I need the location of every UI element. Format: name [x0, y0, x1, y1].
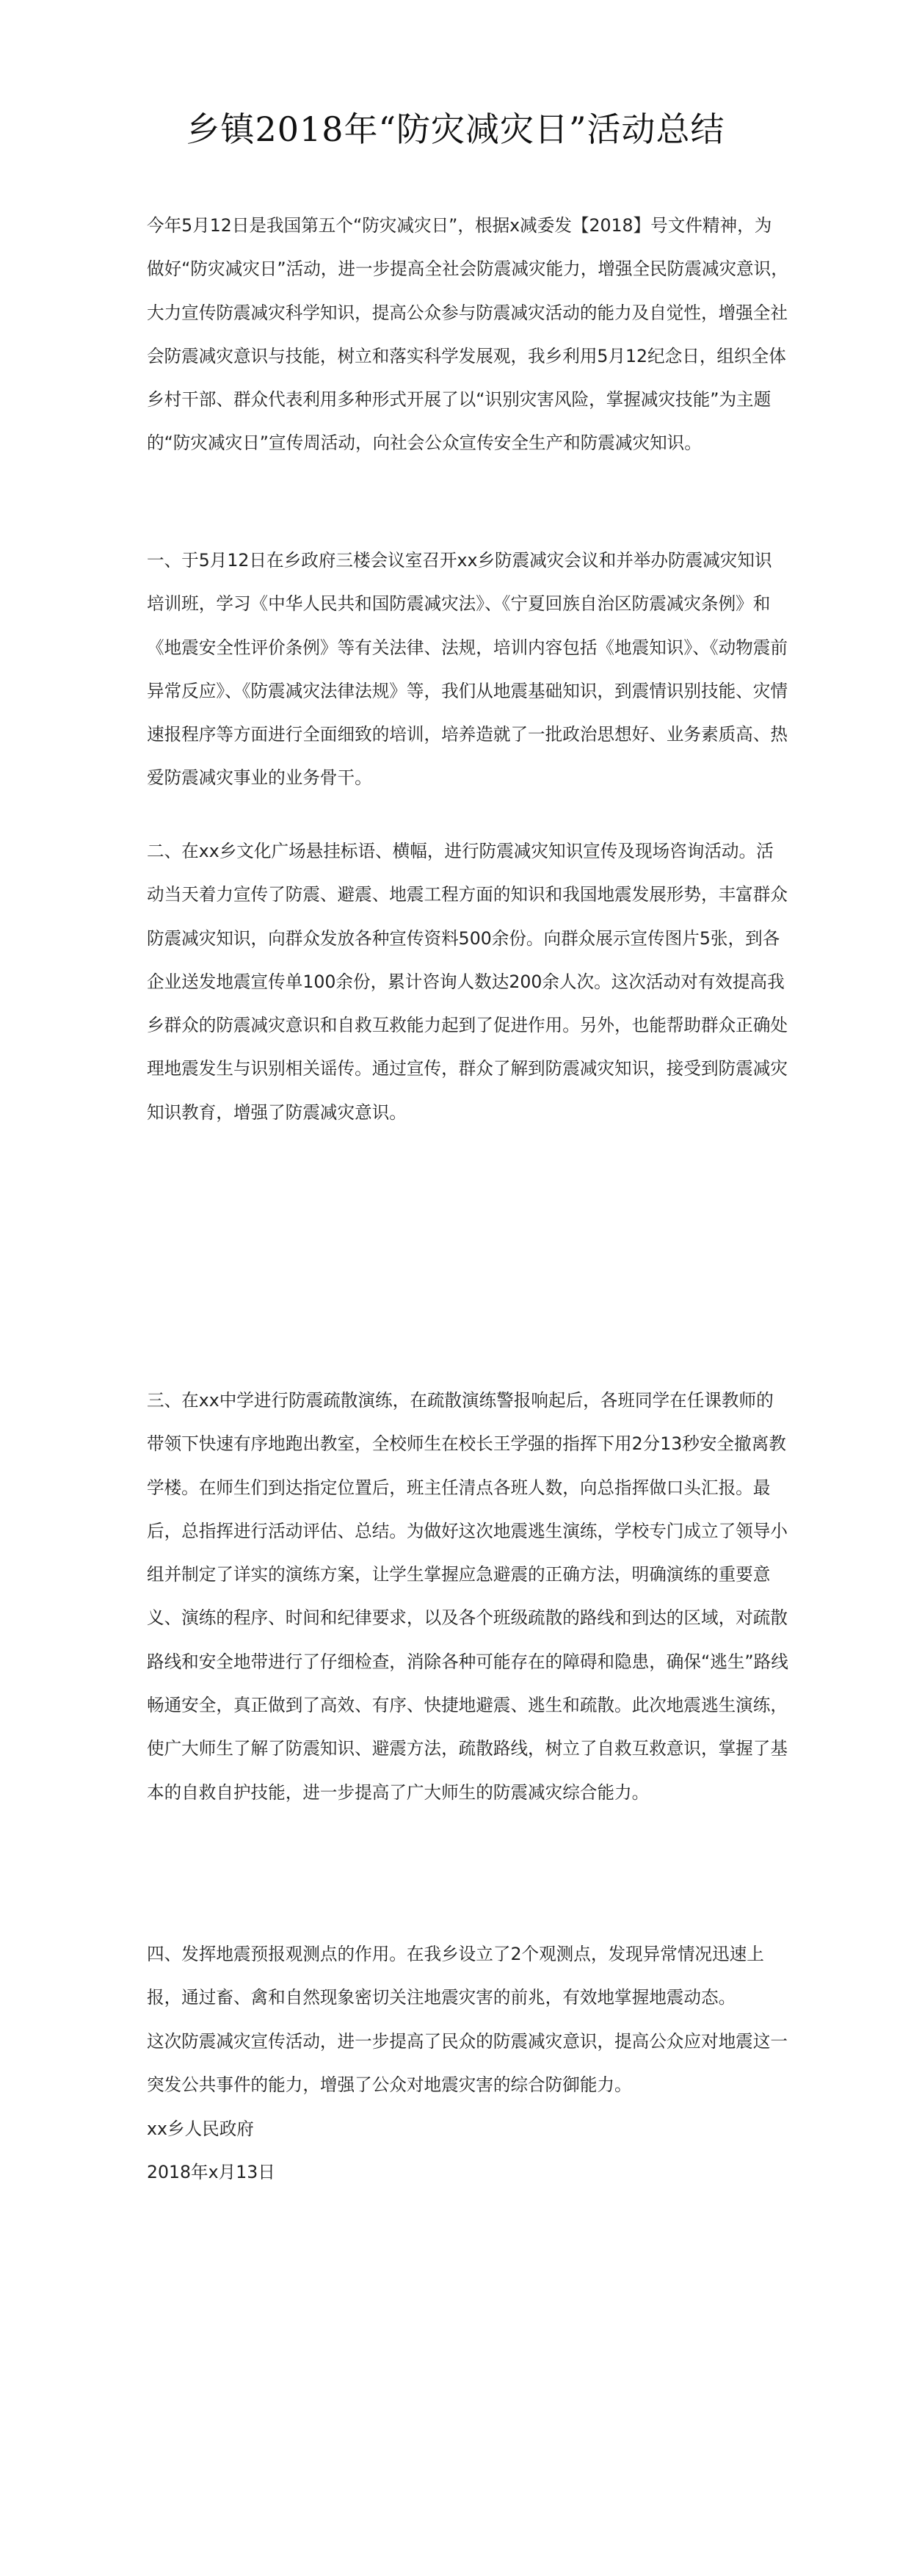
intro-paragraph: 今年5月12日是我国第五个“防灾减灾日”，根据x减委发【2018】号文件精神，为做好“防灾减灾日”活动，进一步提高全社会防震减灾能力，增强全民防震减灾意识，大力宣传防震减灾科学知识，提高公众参与防震减灾活动的能力及自觉性，增强全社会防震减灾意识与技能，树立和落实科学发展观，我乡利用5月12纪念日，组织全体乡村干部、群众代表利用多种形式开展了以“识别灾害风险，掌握减灾技能”为主题的“防灾减灾日”宣传周活动，向社会公众宣传安全生产和防震减灾知识。	[147, 215, 788, 454]
signature-organization: xx乡人民政府	[147, 2119, 254, 2139]
section-two-paragraph: 二、在xx乡文化广场悬挂标语、横幅，进行防震减灾知识宣传及现场咨询活动。活动当天着力宣传了防震、避震、地震工程方面的知识和我国地震发展形势，丰富群众防震减灾知识，向群众发放各种宣传资料500余份。向群众展示宣传图片5张，到各企业送发地震宣传单100余份，累计咨询人数达200余人次。这次活动对有效提高我乡群众的防震减灾意识和自救互救能力起到了促进作用。另外，也能帮助群众正确处理地震发生与识别相关谣传。通过宣传，群众了解到防震减灾知识，接受到防震减灾知识教育，增强了防震减灾意识。	[147, 841, 788, 1123]
conclusion-paragraph: 这次防震减灾宣传活动，进一步提高了民众的防震减灾意识，提高公众应对地震这一突发公共事件的能力，增强了公众对地震灾害的综合防御能力。	[147, 2031, 788, 2096]
section-four-paragraph: 四、发挥地震预报观测点的作用。在我乡设立了2个观测点，发现异常情况迅速上报，通过畜、禽和自然现象密切关注地震灾害的前兆，有效地掌握地震动态。	[147, 1944, 764, 2008]
section-three-paragraph: 三、在xx中学进行防震疏散演练，在疏散演练警报响起后，各班同学在任课教师的带领下快速有序地跑出教室，全校师生在校长王学强的指挥下用2分13秒安全撤离教学楼。在师生们到达指定位置后，班主任清点各班人数，向总指挥做口头汇报。最后，总指挥进行活动评估、总结。为做好这次地震逃生演练，学校专门成立了领导小组并制定了详实的演练方案，让学生掌握应急避震的正确方法，明确演练的重要意义、演练的程序、时间和纪律要求，以及各个班级疏散的路线和到达的区域，对疏散路线和安全地带进行了仔细检查，消除各种可能存在的障碍和隐患，确保“逃生”路线畅通安全，真正做到了高效、有序、快捷地避震、逃生和疏散。此次地震逃生演练，使广大师生了解了防震知识、避震方法，疏散路线，树立了自救互救意识，掌握了基本的自救自护技能，进一步提高了广大师生的防震减灾综合能力。	[147, 1390, 788, 1803]
section-one-paragraph: 一、于5月12日在乡政府三楼会议室召开xx乡防震减灾会议和并举办防震减灾知识培训班，学习《中华人民共和国防震减灾法》、《宁夏回族自治区防震减灾条例》和《地震安全性评价条例》等有关法律、法规，培训内容包括《地震知识》、《动物震前异常反应》、《防震减灾法律法规》等，我们从地震基础知识，到震情识别技能、灾情速报程序等方面进行全面细致的培训，培养造就了一批政治思想好、业务素质高、热爱防震减灾事业的业务骨干。	[147, 550, 788, 789]
document-title: 乡镇2018年“防灾减灾日”活动总结	[186, 109, 725, 149]
signature-date: 2018年x月13日	[147, 2162, 275, 2182]
